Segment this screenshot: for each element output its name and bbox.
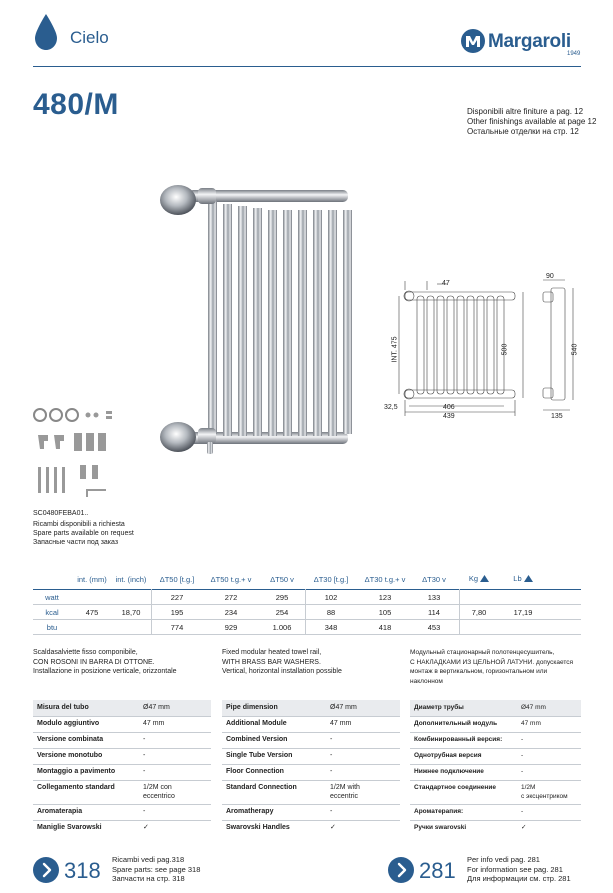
spec-value-line: 1/2M	[521, 784, 536, 791]
spec-label: Стандартное соединение	[414, 784, 496, 791]
spec-label: Дополнительный модуль	[414, 720, 498, 727]
spec-row	[33, 716, 211, 732]
spec-value: -	[330, 736, 333, 743]
table-cell: 272	[224, 593, 238, 602]
col-dt50-v: ΔT50 v	[270, 575, 294, 584]
table-cell: 418	[378, 623, 392, 632]
table-cell: 227	[170, 593, 184, 602]
spec-value: -	[330, 752, 333, 759]
description-line: Fixed modular heated towel rail,	[222, 649, 322, 656]
technical-drawing	[385, 270, 585, 430]
spec-value: -	[143, 808, 146, 815]
dim-int: INT. 475	[391, 336, 399, 363]
table-cell: 929	[224, 623, 238, 632]
spec-label: Aromaterapia	[37, 808, 83, 815]
logo-year: 1949	[567, 51, 581, 57]
info-page-number: 281	[419, 858, 456, 883]
spec-row	[410, 820, 581, 836]
col-int-mm: int. (mm)	[77, 575, 107, 584]
table-cell: 102	[324, 593, 338, 602]
spec-label: Additional Module	[226, 720, 287, 727]
row-label-kcal: kcal	[45, 608, 59, 617]
footnote-line: For information see pag. 281	[467, 864, 563, 874]
spec-value: ✓	[521, 824, 527, 831]
spec-row	[222, 820, 400, 836]
table-cell: 88	[326, 608, 336, 617]
spec-value: -	[330, 768, 333, 775]
water-drop-icon	[33, 13, 59, 51]
dim-offset: 32,5	[384, 404, 398, 411]
spec-row	[410, 716, 581, 732]
description-en	[222, 648, 342, 677]
kg-value: 7,80	[471, 608, 487, 617]
info-page-link[interactable]	[388, 857, 414, 883]
table-cell: 774	[170, 623, 184, 632]
spec-row	[410, 780, 581, 804]
description-line: Installazione in posizione verticale, orizzontale	[33, 668, 177, 675]
spec-value-line: 1/2M with	[330, 784, 360, 791]
spec-value	[330, 784, 360, 801]
finish-note-ru: Остальные отделки на стр. 12	[467, 127, 579, 136]
table-cell: 254	[275, 608, 289, 617]
spare-parts-page-number: 318	[64, 858, 101, 883]
col-dt30-tgv: ΔT30 t.g.+ v	[364, 575, 406, 584]
int-inch-value: 18,70	[121, 608, 141, 617]
spec-row	[410, 764, 581, 780]
spec-label: Pipe dimension	[226, 704, 278, 711]
spec-label: Диаметр трубы	[414, 704, 464, 711]
spec-value-line: eccentrico	[143, 792, 175, 800]
table-cell: 114	[428, 608, 440, 617]
spec-label: Single Tube Version	[226, 752, 293, 759]
spec-row	[222, 732, 400, 748]
description-it	[33, 648, 177, 677]
spec-row	[33, 780, 211, 804]
spec-label: Misura del tubo	[37, 704, 89, 711]
table-cell: 123	[378, 593, 392, 602]
table-cell: 133	[427, 593, 441, 602]
spec-label: Нижнее подключение	[414, 768, 484, 775]
col-dt30-tg: ΔT30 [t.g.]	[313, 575, 349, 584]
spec-value: -	[521, 752, 524, 759]
description-line: WITH BRASS BAR WASHERS.	[222, 658, 321, 666]
spec-table-en	[222, 700, 400, 840]
spare-parts-page-link[interactable]	[33, 857, 59, 883]
spec-value	[521, 784, 568, 801]
dim-height-inner: 500	[501, 343, 509, 356]
spec-label: Swarovski Handles	[226, 824, 290, 831]
spec-row	[222, 716, 400, 732]
description-line: Модульный стационарный полотенцесушитель,	[410, 649, 555, 656]
spec-label: Modulo aggiuntivo	[37, 720, 100, 727]
table-cell: 348	[324, 623, 338, 632]
footnote-line: Запчасти на стр. 318	[112, 874, 185, 883]
spec-value: -	[521, 768, 524, 775]
dim-width-top: 47	[442, 280, 450, 287]
col-lb	[503, 574, 543, 583]
spec-row	[33, 700, 211, 716]
col-lb-label: Lb	[513, 574, 522, 583]
spec-row	[33, 764, 211, 780]
series-name: Cielo	[70, 28, 109, 47]
spec-value: -	[143, 752, 146, 759]
tube-group	[208, 200, 352, 436]
spec-row	[33, 748, 211, 764]
spec-row	[222, 804, 400, 820]
spec-value: -	[143, 736, 146, 743]
description-line: монтаж в вертикальном, горизонтальном или	[410, 668, 548, 675]
spec-value: -	[143, 768, 146, 775]
spec-row	[222, 700, 400, 716]
col-dt30-v: ΔT30 v	[422, 575, 446, 584]
spec-label: Maniglie Svarowski	[37, 824, 102, 831]
row-label-watt: watt	[45, 593, 59, 602]
col-dt50-tg: ΔT50 [t.g.]	[159, 575, 195, 584]
model-title: 480/M	[33, 88, 119, 121]
spec-value-line: с эксцентриком	[521, 792, 568, 800]
spec-row	[410, 700, 581, 716]
spec-table-it	[33, 700, 211, 840]
spare-note-ru: Запасные части под заказ	[33, 539, 119, 546]
dim-height-outer: 540	[571, 343, 579, 356]
table-cell: 105	[378, 608, 392, 617]
spec-row	[33, 732, 211, 748]
footnote-line: Spare parts: see page 318	[112, 864, 201, 874]
spec-row	[222, 764, 400, 780]
product-photo	[150, 170, 360, 460]
spec-table-ru	[410, 700, 581, 840]
spec-value	[143, 784, 175, 801]
spec-row	[222, 780, 400, 804]
table-cell: 195	[170, 608, 184, 617]
table-cell: 1.006	[272, 623, 292, 632]
table-cell: 234	[224, 608, 238, 617]
int-mm-value: 475	[85, 608, 99, 617]
col-kg	[459, 574, 499, 583]
spare-parts-code: SC0480FEBA01..	[33, 510, 89, 517]
spec-label: Floor Connection	[226, 768, 284, 775]
spec-value: Ø47 mm	[330, 704, 357, 711]
spec-value-line: 1/2M con	[143, 784, 172, 791]
spec-label: Aromatherapy	[226, 808, 274, 815]
spec-value: -	[330, 808, 333, 815]
spec-row	[33, 820, 211, 836]
spec-label: Versione combinata	[37, 736, 104, 743]
spare-note-en: Spare parts available on request	[33, 530, 134, 537]
lb-value: 17,19	[513, 608, 533, 617]
spec-label: Ароматерапия:	[414, 808, 464, 815]
spec-row	[410, 748, 581, 764]
spec-value: Ø47 mm	[143, 704, 170, 711]
spec-value: Ø47 mm	[521, 704, 546, 711]
spec-label: Montaggio a pavimento	[37, 768, 116, 775]
weight-icon	[480, 575, 489, 582]
table-cell: 295	[275, 593, 289, 602]
table-cell: 453	[427, 623, 441, 632]
col-dt50-tgv: ΔT50 t.g.+ v	[210, 575, 252, 584]
spare-parts-footnote	[112, 855, 200, 884]
description-line: С НАКЛАДКАМИ ИЗ ЦЕЛЬНОЙ ЛАТУНИ. допускается	[410, 658, 574, 666]
spec-row	[222, 748, 400, 764]
footnote-line: Ricambi vedi pag.318	[112, 855, 185, 864]
spec-value: -	[521, 736, 524, 743]
spec-label: Combined Version	[226, 736, 288, 743]
dim-width-outer: 439	[443, 413, 455, 420]
spec-label: Ручки swarovski	[414, 824, 467, 831]
description-line: CON ROSONI IN BARRA DI OTTONE.	[33, 658, 155, 666]
spec-value: 47 mm	[521, 720, 541, 727]
spec-value: 47 mm	[330, 720, 352, 727]
dim-depth: 90	[546, 273, 554, 280]
spare-note-it: Ricambi disponibili a richiesta	[33, 521, 125, 528]
spec-value: 47 mm	[143, 720, 165, 727]
description-line: Vertical, horizontal installation possible	[222, 668, 342, 675]
dim-depth-bottom: 135	[551, 413, 563, 420]
footnote-line: Per info vedi pag. 281	[467, 855, 540, 864]
description-ru	[410, 648, 573, 686]
logo-wordmark: Margaroli	[488, 31, 571, 52]
footnote-line: Для информации см. стр. 281	[467, 874, 571, 883]
spec-row	[410, 804, 581, 820]
spare-parts-image	[30, 405, 120, 505]
finish-note-en: Other finishings available at page 12	[467, 117, 597, 126]
weight-icon	[524, 575, 533, 582]
chevron-right-icon	[33, 857, 59, 883]
spec-row	[410, 732, 581, 748]
spec-label: Versione monotubo	[37, 752, 103, 759]
spec-value: -	[521, 808, 524, 815]
description-line: наклонном	[410, 677, 443, 685]
col-int-inch: int. (inch)	[115, 575, 147, 584]
spec-label: Collegamento standard	[37, 784, 115, 791]
description-line: Scaldasalviette fisso componibile,	[33, 649, 138, 656]
finish-note-it: Disponibili altre finiture a pag. 12	[467, 107, 584, 116]
spec-value: ✓	[330, 824, 336, 831]
dim-width-inner: 406	[443, 404, 455, 411]
col-kg-label: Kg	[468, 574, 479, 583]
spec-row	[33, 804, 211, 820]
info-footnote	[467, 855, 571, 884]
spec-value-line: eccentric	[330, 792, 359, 800]
header-divider	[33, 66, 581, 67]
row-label-btu: btu	[46, 623, 58, 632]
spec-label: Standard Connection	[226, 784, 297, 791]
spec-label: Комбинированный версия:	[414, 736, 503, 743]
chevron-right-icon	[388, 857, 414, 883]
spec-value: ✓	[143, 824, 149, 831]
spec-label: Однотрубная версия	[414, 752, 482, 759]
